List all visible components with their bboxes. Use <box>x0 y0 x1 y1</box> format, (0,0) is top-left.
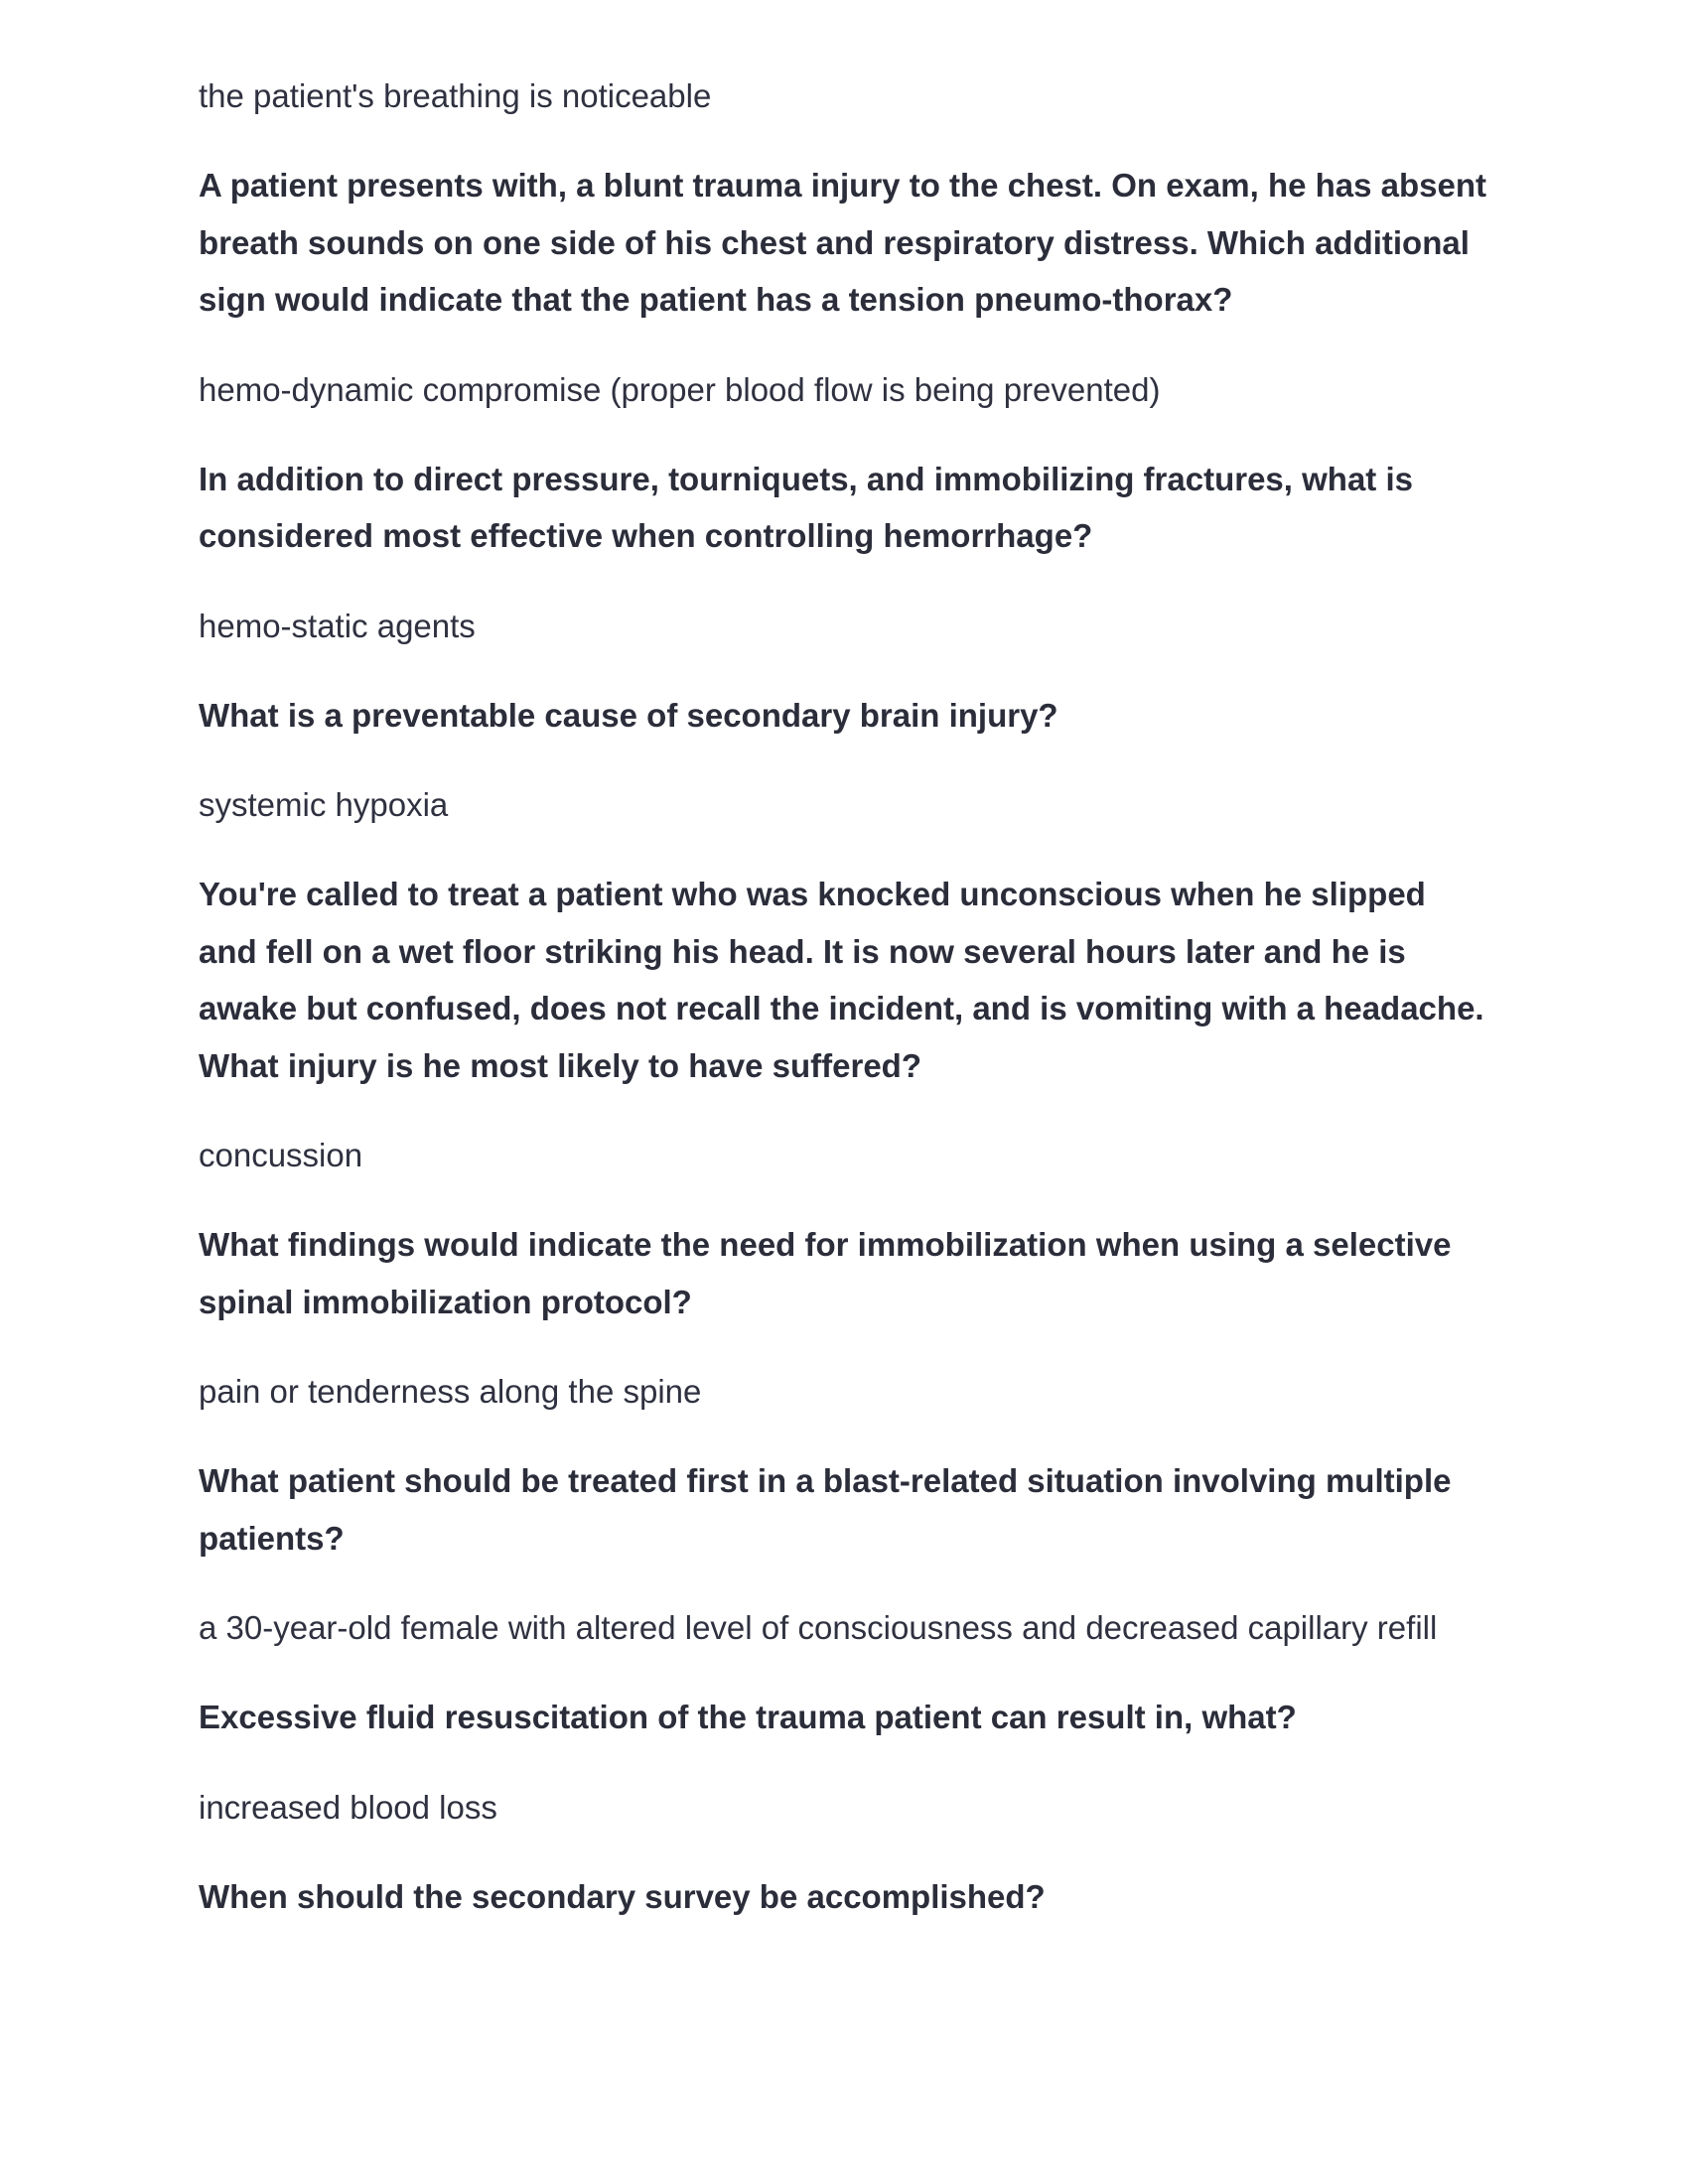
document-page <box>199 68 1489 1958</box>
question-text: When should the secondary survey be accomplished? <box>199 1877 1046 1915</box>
answer-text: a 30-year-old female with altered level of consciousness and decreased capillary refill <box>199 1609 1438 1646</box>
answer-text: concussion <box>199 1137 363 1173</box>
question-text: What findings would indicate the need for immobilization when using a selective spinal immobilization protocol? <box>199 1226 1452 1320</box>
question-text: Excessive fluid resuscitation of the trauma patient can result in, what? <box>199 1699 1297 1735</box>
answer-text: increased blood loss <box>199 1788 497 1826</box>
answer-text: hemo-dynamic compromise (proper blood flow is being prevented) <box>199 370 1161 408</box>
question-text: A patient presents with, a blunt trauma injury to the chest. On exam, he has absent breath sounds on one side of his chest and respiratory distress. Which additional sign would indicate that the patient has a tension pneumo-thorax? <box>199 167 1487 318</box>
answer-text: hemo-static agents <box>199 607 476 644</box>
question-text: What patient should be treated first in a blast-related situation involving multiple patients? <box>199 1462 1452 1557</box>
question-text: What is a preventable cause of secondary brain injury? <box>199 696 1058 734</box>
question-text: You're called to treat a patient who was knocked unconscious when he slipped and fell on a wet floor striking his head. It is now several hours later and he is awake but confused, does not recall the incident, and is vomiting with a headache. What injury is he most likely to have suffered? <box>199 876 1484 1084</box>
answer-text: pain or tenderness along the spine <box>199 1373 702 1410</box>
answer-text: systemic hypoxia <box>199 786 449 823</box>
answer-text: the patient's breathing is noticeable <box>199 77 712 114</box>
question-text: In addition to direct pressure, tourniquets, and immobilizing fractures, what is considered most effective when controlling hemorrhage? <box>199 460 1413 554</box>
